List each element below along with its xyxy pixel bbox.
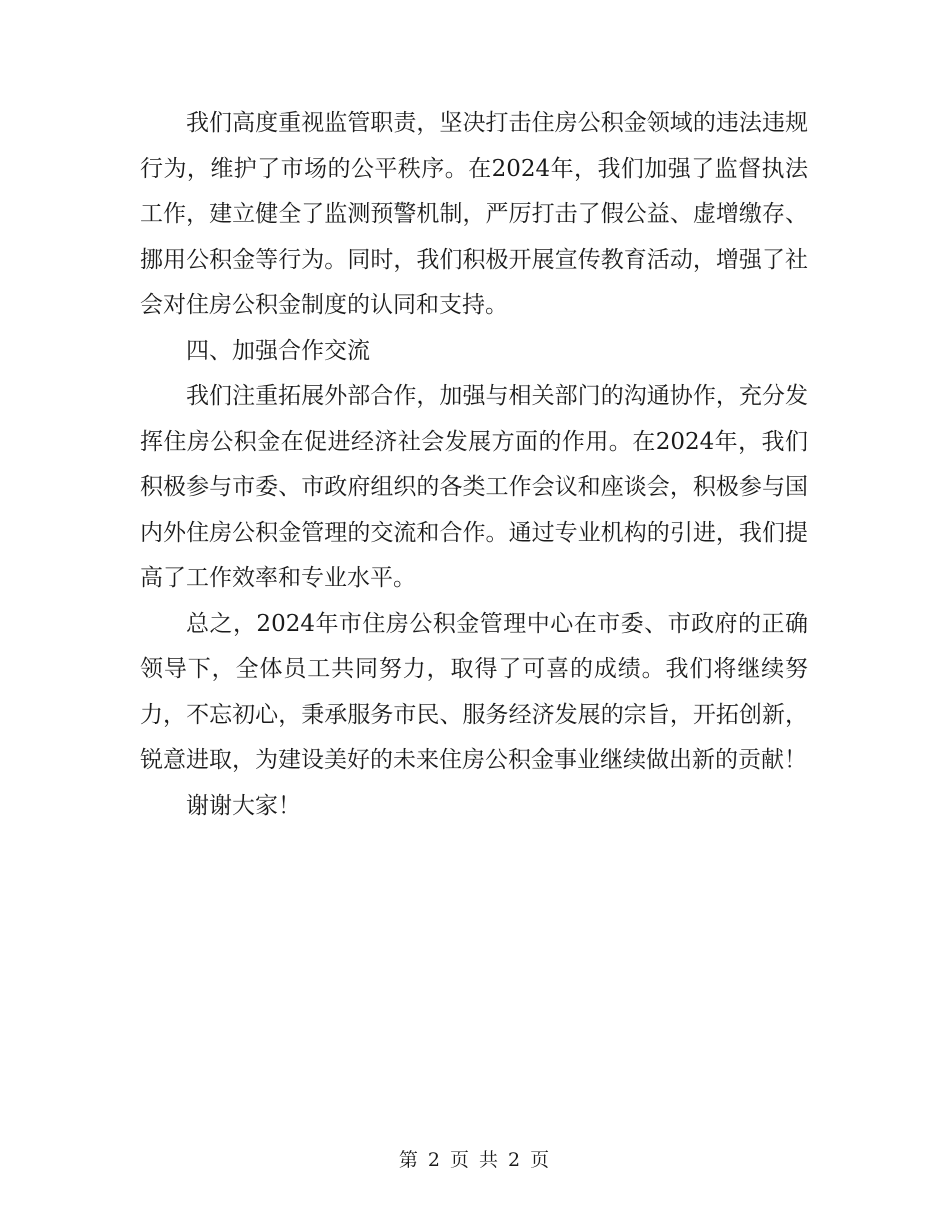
paragraph-thanks: 谢谢大家！ bbox=[186, 792, 301, 819]
paragraph-cooperation: 我们注重拓展外部合作，加强与相关部门的沟通协作，充分发挥住房公积金在促进经济社会发展方面的作用。在2024年，我们积极参与市委、市政府组织的各类工作会议和座谈会，积极参与国内外住房公积金管理的交流和合作。通过专业机构的引进，我们提高了工作效率和专业水平。 bbox=[140, 383, 808, 591]
page-number-footer: 第 2 页 共 2 页 bbox=[398, 1149, 552, 1171]
paragraph-supervision: 我们高度重视监管职责，坚决打击住房公积金领域的违法违规行为，维护了市场的公平秩序。在2024年，我们加强了监督执法工作，建立健全了监测预警机制，严厉打击了假公益、虚增缴存、挪用公积金等行为。同时，我们积极开展宣传教育活动，增强了社会对住房公积金制度的认同和支持。 bbox=[140, 110, 808, 318]
section-heading-cooperation: 四、加强合作交流 bbox=[186, 337, 370, 364]
document-body bbox=[140, 101, 808, 829]
paragraph-conclusion: 总之，2024年市住房公积金管理中心在市委、市政府的正确领导下，全体员工共同努力，取得了可喜的成绩。我们将继续努力，不忘初心，秉承服务市民、服务经济发展的宗旨，开拓创新，锐意进取，为建设美好的未来住房公积金事业继续做出新的贡献！ bbox=[140, 610, 808, 773]
